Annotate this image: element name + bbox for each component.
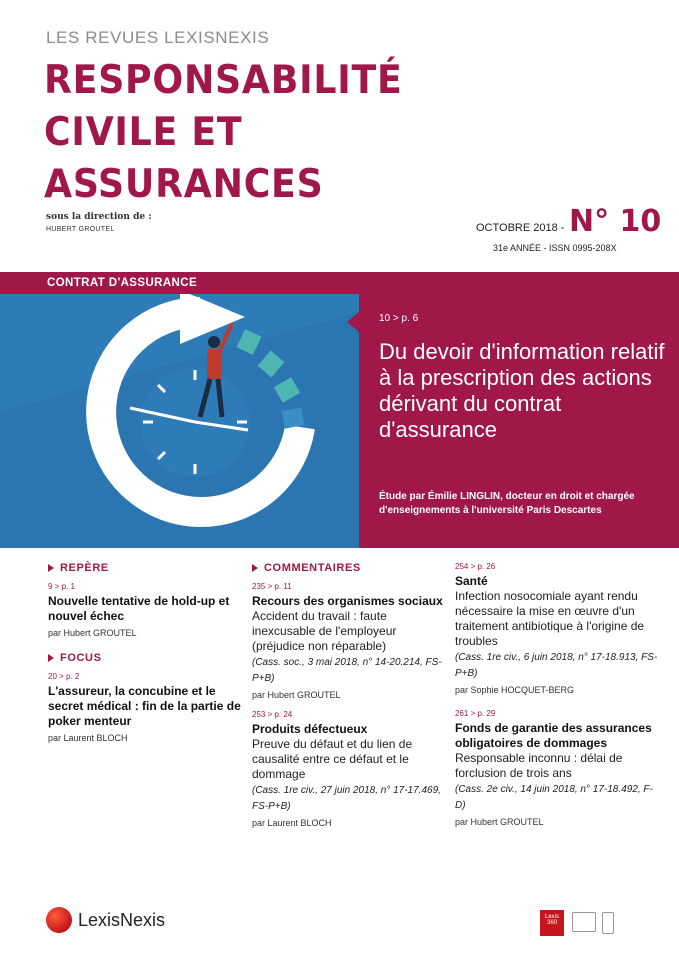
article[interactable] [252,582,447,700]
article[interactable] [455,562,660,695]
lexis360-badge: Lexis 360 [540,910,564,936]
hero-illustration [0,272,359,548]
article-title[interactable]: L'assureur, la concubine et le secret médical : fin de la partie de poker menteur [48,684,241,728]
hero-headline[interactable]: Du devoir d'information relatif à la prescription des actions dérivant du contrat d'assurance [379,339,665,442]
clock-illustration [0,272,359,548]
article-ref: 254 > p. 26 [455,562,496,571]
publisher-name: LexisNexis [78,909,166,930]
lexisnexis-logo-icon [46,907,72,933]
article-desc: Accident du travail : faute inexcusable de l'employeur (préjudice non réparable) [252,609,397,653]
article[interactable] [48,672,248,743]
article-citation [455,781,660,813]
article[interactable] [455,709,660,827]
column-1 [48,562,248,753]
article[interactable] [48,582,248,638]
article-title[interactable]: Recours des organismes sociaux [252,594,443,608]
section-repere [48,562,248,574]
tablet-icon [572,912,596,932]
series-label: LES REVUES LEXISNEXIS [46,28,270,47]
article-author: par Hubert GROUTEL [48,628,137,638]
section-commentaires [252,562,447,574]
publisher-logo [46,907,165,933]
hero-notch [347,312,359,332]
article-author: par Laurent BLOCH [48,733,128,743]
section-heading: COMMENTAIRES [264,562,361,574]
section-focus [48,652,248,664]
article-ref: 253 > p. 24 [252,710,293,719]
section-heading: REPÈRE [60,562,109,574]
title-line-3: ASSURANCES [44,162,324,207]
issue-date: OCTOBRE 2018 - [476,222,565,234]
citation-text: (Cass. 1re civ., 6 juin 2018, n° 17-18.913, FS-P+B) [455,652,658,679]
citation-text: (Cass. 1re civ., 27 juin 2018, n° 17-17.469, FS-P+B) [252,785,441,812]
article-author: par Sophie HOCQUET-BERG [455,685,575,695]
article-ref: 9 > p. 1 [48,582,75,591]
article-citation [455,649,660,681]
article-citation [252,782,447,814]
article-author: par Laurent BLOCH [252,818,332,828]
hero-ref: 10 > p. 6 [379,313,419,324]
article-ref: 20 > p. 2 [48,672,80,681]
article-title[interactable]: Fonds de garantie des assurances obligatoires de dommages [455,721,652,750]
article-desc: Infection nosocomiale ayant rendu nécessaire la mise en œuvre d'un traitement antibiotique à l'origine de troubles [455,589,645,648]
article-author: par Hubert GROUTEL [252,690,341,700]
article-title[interactable]: Santé [455,574,488,588]
issue-year: 31e ANNÉE - ISSN 0995-208X [493,243,617,253]
article-ref: 261 > p. 29 [455,709,496,718]
journal-title [44,55,402,211]
hero-byline: Étude par Émilie LINGLIN, docteur en droit et chargée d'enseignements à l'université Paris Descartes [379,491,635,516]
issue-number: N° 10 [569,204,662,239]
title-line-1: RESPONSABILITÉ [44,58,403,103]
article-ref: 235 > p. 11 [252,582,292,591]
triangle-bullet-icon [252,564,258,572]
citation-text: (Cass. 2e civ., 14 juin 2018, n° 17-18.492, F-D) [455,784,653,811]
article[interactable] [252,710,447,828]
hero-rubric: CONTRAT D'ASSURANCE [0,272,359,294]
triangle-bullet-icon [48,654,54,662]
article-title[interactable]: Produits défectueux [252,722,368,736]
article-title[interactable]: Nouvelle tentative de hold-up et nouvel échec [48,594,230,623]
article-author: par Hubert GROUTEL [455,817,544,827]
article-desc: Responsable inconnu : délai de forclusion de trois ans [455,751,623,780]
section-heading: FOCUS [60,652,102,664]
triangle-bullet-icon [48,564,54,572]
article-desc: Preuve du défaut et du lien de causalité entre ce défaut et le dommage [252,737,413,781]
citation-text: (Cass. soc., 3 mai 2018, n° 14-20.214, FS-P+B) [252,657,442,684]
column-3 [455,562,660,837]
direction-label: sous la direction de : [46,212,152,222]
phone-icon [602,912,614,934]
title-line-2: CIVILE ET [44,110,243,155]
column-2 [252,562,447,838]
director-name: HUBERT GROUTEL [46,226,115,233]
article-citation [252,654,447,686]
